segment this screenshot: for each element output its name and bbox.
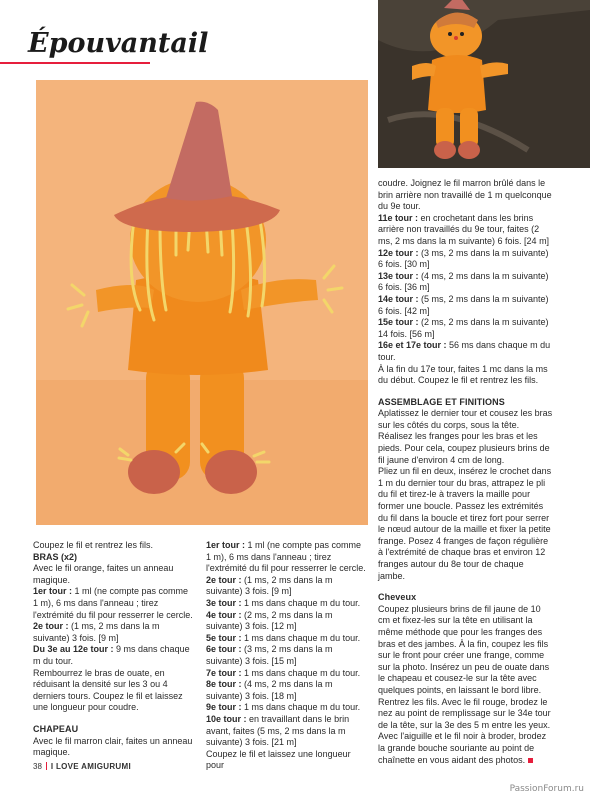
footer-separator — [46, 762, 47, 770]
row-text: (1 ms, 2 ms dans la m suivante) 3 fois. [9 m] — [33, 621, 160, 643]
row-label: 3e tour : — [206, 597, 242, 608]
page-title: Épouvantail — [28, 28, 209, 59]
page-number: 38 — [33, 762, 42, 771]
row-text: 1 ml (ne compte pas comme 1 m), 6 ms dans l'anneau ; tirez l'extrémité du fil pour resserrer le cercle. — [206, 540, 366, 574]
pattern-row — [33, 621, 195, 644]
row-text: (4 ms, 2 ms dans la m suivante) 3 fois. [18 m] — [206, 679, 333, 701]
text-column-right — [378, 178, 553, 766]
row-label: 2e tour : — [206, 574, 242, 585]
row-text: (3 ms, 2 ms dans la m suivante) 6 fois. [30 m] — [378, 247, 549, 270]
pattern-row — [206, 668, 366, 680]
scarecrow-main-photo — [36, 80, 368, 525]
pattern-row — [206, 714, 366, 749]
pattern-row — [378, 271, 553, 294]
paragraph: Pliez un fil en deux, insérez le crochet dans 1 m du dernier tour du bras, attrapez le pli du fil et tirez-le à travers la maille pour former une boucle. Passez les extrémités du fil dans la boucle et tirez fort pour serrer le nœud autour de la maille et fixer la petite frange. Posez 4 franges de façon régulière à l'extrémité de chaque bras et environ 12 franges autour du 8e tour de chaque jambe. — [378, 466, 552, 581]
row-text: en crochetant dans les brins arrière non travaillés du 9e tour, faites (2 ms, 2 ms dans la m suivante) 6 fois. [24 m] — [378, 212, 550, 246]
row-text: 56 ms dans chaque m du tour. — [378, 340, 551, 362]
paragraph: À la fin du 17e tour, faites 1 mc dans la ms du début. Coupez le fil et rentrez les fils. — [378, 363, 548, 386]
pattern-row — [206, 702, 366, 714]
pattern-row — [378, 340, 553, 363]
row-text: 1 ms dans chaque m du tour. — [241, 667, 361, 678]
paragraph — [378, 604, 553, 766]
pattern-row — [206, 644, 366, 667]
title-underline — [0, 62, 150, 64]
pattern-row — [206, 679, 366, 702]
text-column-left — [33, 540, 195, 759]
section-heading-chapeau: CHAPEAU — [33, 723, 79, 734]
paragraph: Coupez le fil et laissez une longueur pour — [206, 748, 351, 771]
row-label: 5e tour : — [206, 632, 242, 643]
row-label: 9e tour : — [206, 702, 242, 713]
text-column-middle — [206, 540, 366, 772]
pattern-row — [378, 294, 553, 317]
pattern-row — [206, 633, 366, 645]
pattern-row — [206, 575, 366, 598]
row-label: 14e tour : — [378, 293, 419, 304]
section-heading-bras: BRAS (x2) — [33, 551, 78, 562]
pattern-row — [206, 598, 366, 610]
section-heading-assemblage: ASSEMBLAGE ET FINITIONS — [378, 396, 505, 407]
section-heading-cheveux: Cheveux — [378, 592, 417, 603]
row-text: 1 ms dans chaque m du tour. — [241, 597, 361, 608]
pattern-row — [33, 644, 195, 667]
pattern-row — [206, 540, 366, 575]
row-label: 15e tour : — [378, 317, 419, 328]
row-label: 7e tour : — [206, 667, 242, 678]
row-text: (5 ms, 2 ms dans la m suivante) 6 fois. [42 m] — [378, 293, 549, 316]
row-text: (1 ms, 2 ms dans la m suivante) 3 fois. [9 m] — [206, 574, 333, 597]
row-label: 2e tour : — [33, 621, 69, 632]
pattern-row — [378, 213, 553, 248]
paragraph: Avec le fil orange, faites un anneau magique. — [33, 563, 174, 585]
paragraph: Aplatissez le dernier tour et cousez les bras sur les côtés du corps, sous la tête. Réalisez les franges pour les bras et les pieds. Pour cela, coupez plusieurs brins de fil jaune d'environ 4 cm de long. — [378, 408, 553, 465]
page-footer — [33, 762, 131, 771]
row-label: 8e tour : — [206, 679, 242, 690]
paragraph: coudre. Joignez le fil marron brûlé dans le brin arrière non travaillé de 1 m quelconque du 9e tour. — [378, 178, 552, 212]
paragraph: Avec le fil marron clair, faites un anneau magique. — [33, 735, 193, 758]
row-text: 1 ml (ne compte pas comme 1 m), 6 ms dans l'anneau ; tirez l'extrémité du fil pour resserrer le cercle. — [33, 586, 193, 620]
row-text: (3 ms, 2 ms dans la m suivante) 3 fois. [15 m] — [206, 644, 333, 666]
row-text: en travaillant dans le brin avant, faites (5 ms, 2 ms dans la m suivante) 3 fois. [21 m] — [206, 713, 350, 748]
row-label: 13e tour : — [378, 270, 419, 281]
row-label: 4e tour : — [206, 609, 242, 620]
row-text: 9 ms dans chaque m du tour. — [33, 644, 190, 666]
paragraph: Coupez le fil et rentrez les fils. — [33, 540, 154, 550]
pattern-row — [206, 610, 366, 633]
row-label: 10e tour : — [206, 713, 247, 724]
pattern-row — [378, 248, 553, 271]
scarecrow-small-photo — [378, 0, 590, 168]
row-text: (4 ms, 2 ms dans la m suivante) 6 fois. [36 m] — [378, 270, 549, 293]
paragraph: Rembourrez le bras de ouate, en réduisant la densité sur les 3 ou 4 derniers tours. Coupez le fil et laissez une longueur pour coudre. — [33, 667, 183, 713]
row-text: (2 ms, 2 ms dans la m suivante) 14 fois. [56 m] — [378, 317, 549, 339]
row-label: Du 3e au 12e tour : — [33, 644, 114, 655]
row-label: 16e et 17e tour : — [378, 340, 447, 351]
row-label: 1er tour : — [33, 586, 73, 597]
row-label: 12e tour : — [378, 247, 419, 258]
row-text: 1 ms dans chaque m du tour. — [241, 632, 361, 643]
row-label: 6e tour : — [206, 644, 242, 655]
pattern-row — [378, 317, 553, 340]
row-text: 1 ms dans chaque m du tour. — [241, 702, 361, 713]
pattern-row — [33, 586, 195, 621]
row-label: 11e tour : — [378, 212, 419, 223]
row-text: (2 ms, 2 ms dans la m suivante) 3 fois. [12 m] — [206, 609, 333, 632]
paragraph-text: Coupez plusieurs brins de fil jaune de 10 cm et fixez-les sur la tête en utilisant la même méthode que pour les franges des bras et des jambes. À la fin, coupez les fils sur le front pour créer une frange, comme sur la photo. Insérez un peu de ouate dans le chapeau et cousez-le sur la tête avec quelques points, en laissant le bord libre. Rentrez les fils. Avec le fil rouge, brodez le nez au point de remplissage sur le 34e tour de la tête, sur la 3e des 5 m entre les yeux. Avec l'aiguille et le fil noir à broder, brodez la grande bouche souriante au point de chaînette en vous aidant des photos. — [378, 603, 551, 765]
row-label: 1er tour : — [206, 540, 246, 550]
end-of-article-mark — [528, 758, 533, 763]
watermark: PassionForum.ru — [509, 784, 584, 794]
magazine-name: I LOVE AMIGURUMI — [50, 762, 131, 771]
